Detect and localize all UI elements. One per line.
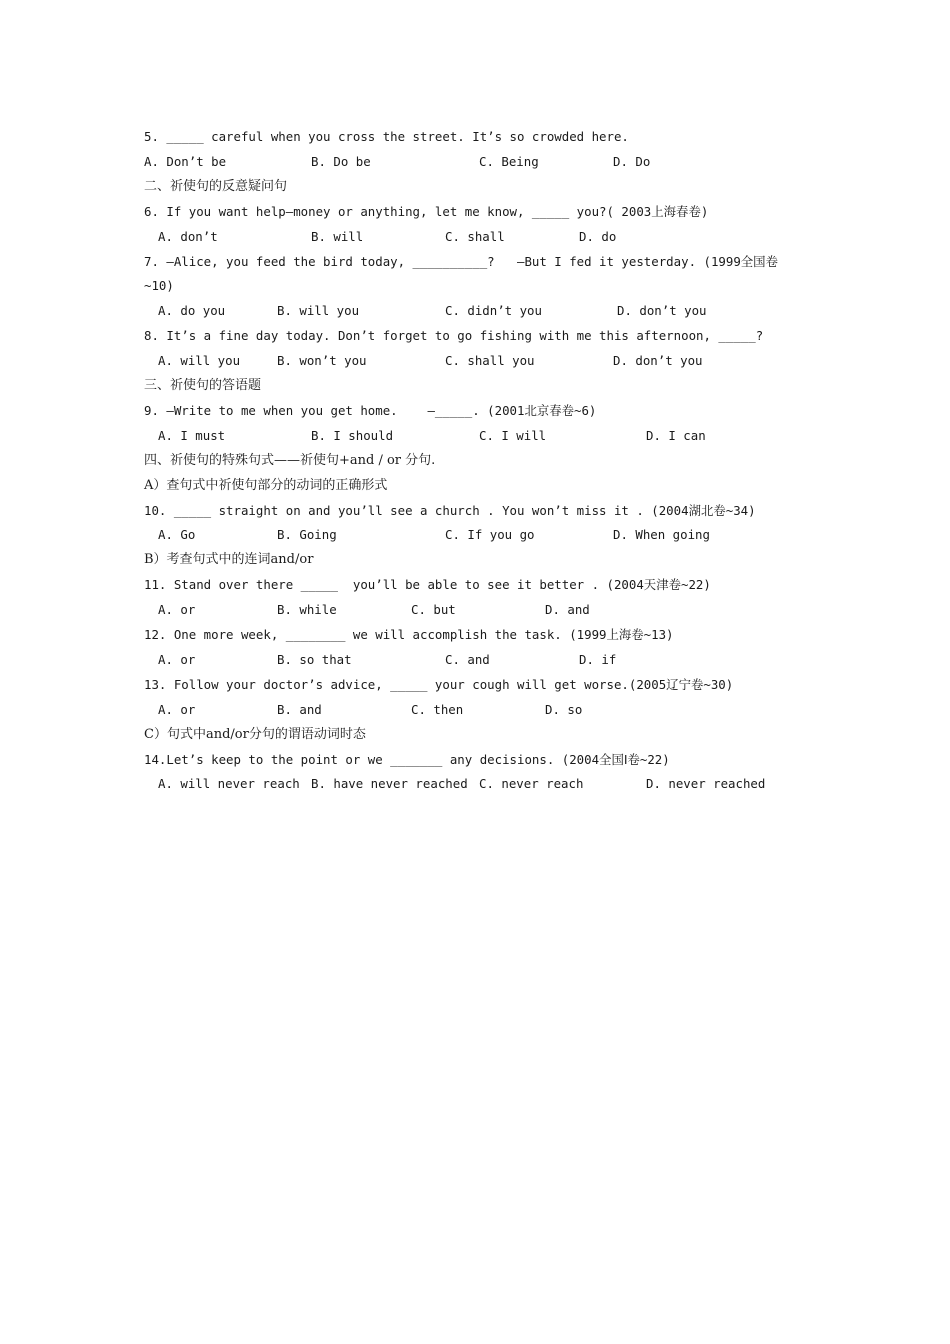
section-heading: 二、祈使句的反意疑问句 [144, 179, 288, 194]
answer-option: D. if [579, 652, 617, 667]
question-text: 11. Stand over there _____ you’ll be able to see it better . (2004天津卷~22) [144, 577, 711, 592]
section-heading: A）查句式中祈使句部分的动词的正确形式 [144, 478, 388, 493]
answer-option: C. shall [445, 229, 505, 244]
answer-option: B. will [311, 229, 364, 244]
answer-option: A. don’t [158, 229, 218, 244]
question-text: 6. If you want help—money or anything, let me know, _____ you?( 2003上海春卷) [144, 204, 709, 219]
question-text: 5. _____ careful when you cross the street. It’s so crowded here. [144, 129, 629, 144]
question-text: 7. —Alice, you feed the bird today, __________? —But I fed it yesterday. (1999全国卷 [144, 254, 778, 269]
question-text: 9. —Write to me when you get home. —_____. (2001北京春卷~6) [144, 403, 597, 418]
answer-option: C. and [445, 652, 490, 667]
answer-option: D. do [579, 229, 617, 244]
answer-option: D. don’t you [617, 303, 707, 318]
answer-option: D. I can [646, 428, 706, 443]
answer-options [0, 303, 950, 319]
answer-option: B. Do be [311, 154, 371, 169]
answer-option: C. shall you [445, 353, 535, 368]
answer-options [0, 602, 950, 618]
answer-option: D. never reached [646, 776, 766, 791]
section-heading: B）考查句式中的连词and/or [144, 552, 314, 567]
answer-option: C. didn’t you [445, 303, 542, 318]
answer-option: C. never reach [479, 776, 584, 791]
section-heading: 三、祈使句的答语题 [144, 378, 262, 393]
answer-option: A. or [158, 602, 196, 617]
question-text: ~10) [144, 278, 174, 293]
answer-options [0, 652, 950, 668]
answer-option: C. Being [479, 154, 539, 169]
answer-option: C. but [411, 602, 456, 617]
answer-option: C. then [411, 702, 464, 717]
answer-option: B. Going [277, 527, 337, 542]
answer-option: B. while [277, 602, 337, 617]
question-text: 13. Follow your doctor’s advice, _____ your cough will get worse.(2005辽宁卷~30) [144, 677, 734, 692]
answer-options [0, 353, 950, 369]
answer-option: D. Do [613, 154, 651, 169]
question-text: 8. It’s a fine day today. Don’t forget to go fishing with me this afternoon, _____? [144, 328, 764, 343]
answer-option: A. will never reach [158, 776, 300, 791]
answer-option: C. If you go [445, 527, 535, 542]
answer-option: D. don’t you [613, 353, 703, 368]
answer-options [0, 229, 950, 245]
answer-option: A. I must [158, 428, 226, 443]
answer-options [0, 428, 950, 444]
answer-option: A. or [158, 702, 196, 717]
answer-option: B. have never reached [311, 776, 468, 791]
answer-option: B. will you [277, 303, 360, 318]
section-heading: C）句式中and/or分句的谓语动词时态 [144, 727, 366, 742]
answer-option: A. do you [158, 303, 226, 318]
answer-options [0, 776, 950, 792]
answer-option: A. Go [158, 527, 196, 542]
answer-option: B. so that [277, 652, 352, 667]
answer-option: D. so [545, 702, 583, 717]
answer-option: B. I should [311, 428, 394, 443]
answer-option: D. and [545, 602, 590, 617]
answer-options [0, 154, 950, 170]
answer-option: D. When going [613, 527, 710, 542]
answer-option: B. and [277, 702, 322, 717]
answer-option: A. or [158, 652, 196, 667]
question-text: 12. One more week, ________ we will accomplish the task. (1999上海卷~13) [144, 627, 674, 642]
section-heading: 四、祈使句的特殊句式——祈使句+and / or 分句. [144, 453, 436, 468]
question-text: 14.Let’s keep to the point or we _______ any decisions. (2004全国Ⅰ卷~22) [144, 752, 670, 767]
answer-option: A. Don’t be [144, 154, 227, 169]
answer-option: B. won’t you [277, 353, 367, 368]
answer-options [0, 527, 950, 543]
question-text: 10. _____ straight on and you’ll see a church . You won’t miss it . (2004湖北卷~34) [144, 503, 756, 518]
answer-option: A. will you [158, 353, 241, 368]
answer-options [0, 702, 950, 718]
answer-option: C. I will [479, 428, 547, 443]
